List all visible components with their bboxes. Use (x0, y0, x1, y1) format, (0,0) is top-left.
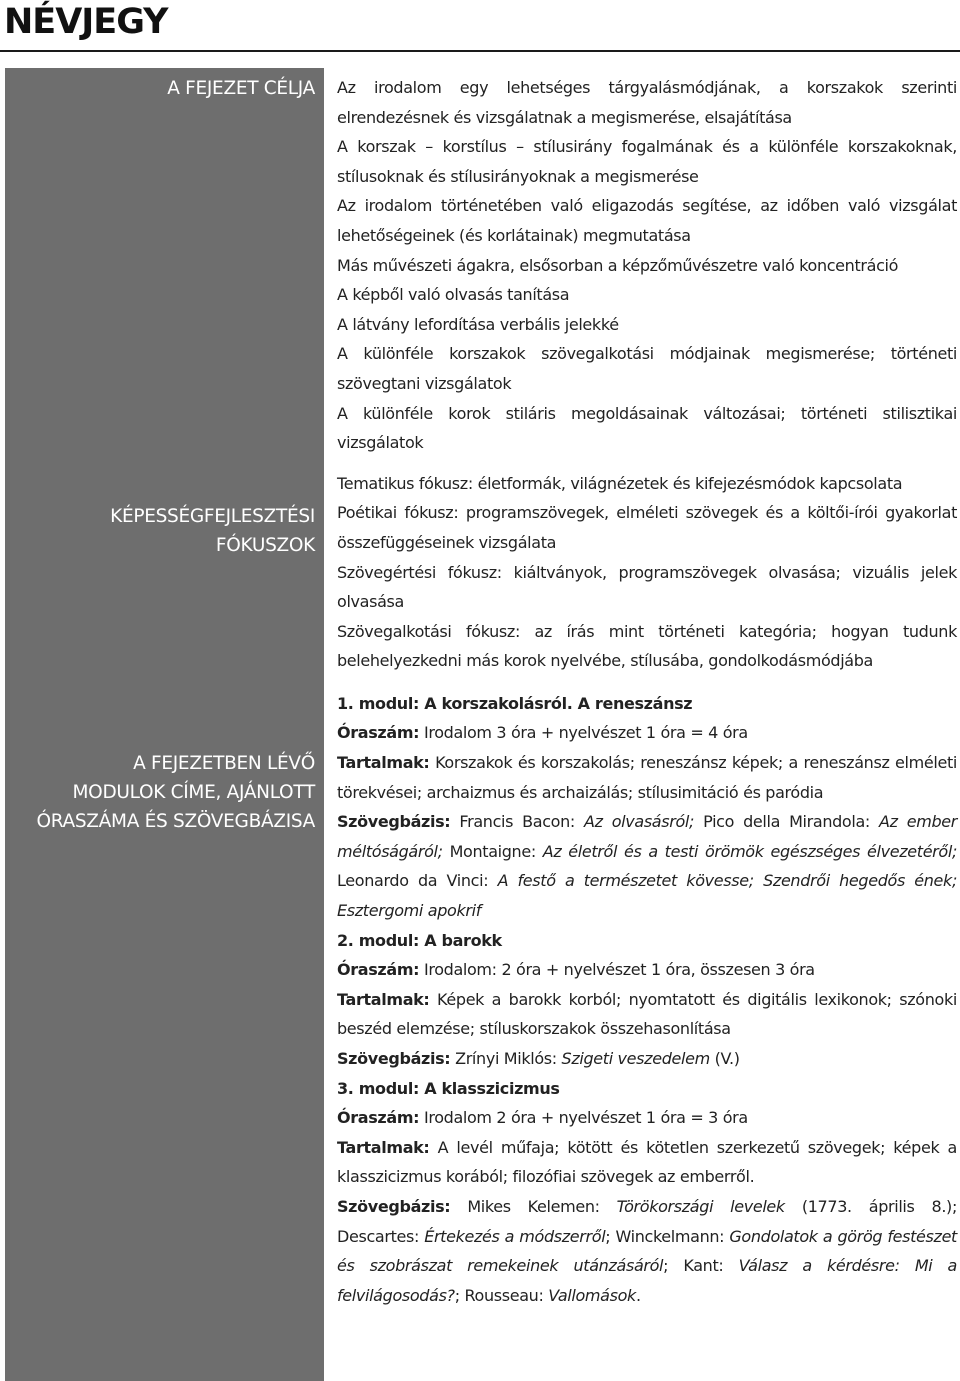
module-title: 1. modul: A korszakolásról. A reneszánsz (337, 693, 693, 713)
sidebar-panel (5, 68, 324, 1381)
goal-item: A különféle korok stiláris megoldásainak változásai; történeti stilisztikai vizsgálatok (337, 403, 957, 453)
sidebar-label-line: MODULOK CÍME, AJÁNLOTT (72, 782, 315, 803)
sidebar-label-goal (15, 74, 315, 103)
text-work-title: Értekezés a módszerről (424, 1226, 606, 1246)
text-author: . (635, 1285, 641, 1305)
goal-item: Más művészeti ágakra, elsősorban a képzőművészetre való koncentráció (337, 255, 899, 275)
skill-focus-item: Szövegalkotási fókusz: az írás mint történeti kategória; hogyan tudunk belehelyezkedni más korok nyelvébe, stílusába, gondolkodásmódjába (337, 621, 957, 671)
hours-value: Irodalom: 2 óra + nyelvészet 1 óra, összesen 3 óra (423, 960, 815, 980)
module-block (337, 1074, 957, 1311)
texts-label: Szövegbázis: (337, 812, 451, 832)
goal-item: A látvány lefordítása verbális jelekké (337, 314, 619, 334)
module-hours (337, 718, 957, 748)
goals-section (337, 73, 957, 458)
hours-label: Óraszám: (337, 960, 420, 980)
title-divider (0, 50, 960, 52)
sidebar-label-modules (15, 749, 315, 836)
text-author: ; Rousseau: (454, 1285, 549, 1305)
sidebar-label-line: ÓRASZÁMA ÉS SZÖVEGBÁZISA (36, 811, 315, 832)
contents-label: Tartalmak: (337, 1137, 430, 1157)
texts-label: Szövegbázis: (337, 1196, 451, 1216)
goal-item: A különféle korszakok szövegalkotási módjainak megismerése; történeti szövegtani vizsgálatok (337, 344, 957, 393)
module-block (337, 926, 957, 1074)
page-title: NÉVJEGY (4, 2, 168, 42)
module-hours (337, 955, 957, 985)
skill-focus-item: Poétikai fókusz: programszövegek, elméleti szövegek és a költői-írói gyakorlat összefüggéseinek vizsgálata (337, 503, 957, 552)
text-work-title: Az életről és a testi örömök egészséges élvezetéről; (542, 841, 957, 861)
module-contents (337, 1133, 957, 1192)
goal-item: A képből való olvasás tanítása (337, 285, 570, 305)
text-author: Montaigne: (442, 841, 543, 861)
content-column (337, 73, 957, 1310)
module-texts (337, 1192, 957, 1310)
hours-label: Óraszám: (337, 723, 420, 743)
goal-item: Az irodalom egy lehetséges tárgyalásmódjának, a korszakok szerinti elrendezésnek és vizsgálatnak a megismerése, elsajátítása (337, 78, 957, 127)
contents-value: Korszakok és korszakolás; reneszánsz képek; a reneszánsz elméleti törekvései; archaizmus és archaizálás; stílusimitáció és paródia (337, 753, 957, 802)
text-author: ; Kant: (663, 1256, 739, 1276)
text-work-title: Az olvasásról; (584, 812, 695, 832)
text-work-title: Szigeti veszedelem (561, 1049, 710, 1068)
text-author: Pico della Mirandola: (694, 812, 880, 832)
text-work-title: Törökországi levelek (616, 1196, 785, 1216)
skill-focus-item: Szövegértési fókusz: kiáltványok, programszövegek olvasása; vizuális jelek olvasása (337, 562, 957, 612)
sidebar-label-skills (15, 502, 315, 560)
skill-focus-item: Tematikus fókusz: életformák, világnézetek és kifejezésmódok kapcsolata (337, 473, 903, 493)
text-author: (V.) (709, 1049, 740, 1068)
text-author: ; Winckelmann: (605, 1226, 730, 1246)
module-contents (337, 985, 957, 1044)
text-author: Mikes Kelemen: (467, 1196, 617, 1216)
hours-value: Irodalom 3 óra + nyelvészet 1 óra = 4 óra (423, 723, 748, 743)
module-texts (337, 807, 957, 925)
sidebar-label-line: A FEJEZETBEN LÉVŐ (133, 753, 315, 774)
text-work-title: Válasz a kérdésre: Mi a felvilágosodás? (337, 1256, 957, 1305)
sidebar-label-line: A FEJEZET CÉLJA (167, 78, 315, 99)
contents-value: Képek a barokk korból; nyomtatott és digitális lexikonok; szónoki beszéd elemzése; stíluskorszakok összehasonlítása (337, 989, 957, 1039)
text-author: Leonardo da Vinci: (337, 871, 498, 891)
module-block (337, 689, 957, 926)
contents-value: A levél műfaja; kötött és kötetlen szerkezetű szövegek; képek a klasszicizmus korából; filozófiai szövegek az emberről. (337, 1137, 957, 1187)
hours-value: Irodalom 2 óra + nyelvészet 1 óra = 3 óra (423, 1108, 748, 1128)
module-texts (337, 1044, 957, 1074)
skills-section (337, 469, 957, 676)
goal-item: A korszak – korstílus – stílusirány fogalmának és a különféle korszakoknak, stílusoknak és stílusirányoknak a megismerése (337, 137, 957, 186)
goal-item: Az irodalom történetében való eligazodás segítése, az időben való vizsgálat lehetőségeinek (és korlátainak) megmutatása (337, 196, 957, 245)
module-title: 2. modul: A barokk (337, 930, 502, 950)
module-title: 3. modul: A klasszicizmus (337, 1078, 560, 1098)
contents-label: Tartalmak: (337, 753, 430, 773)
sidebar-label-line: FÓKUSZOK (215, 535, 315, 556)
text-author: Francis Bacon: (459, 812, 585, 832)
contents-label: Tartalmak: (337, 989, 430, 1009)
text-work-title: Vallomások (548, 1285, 636, 1305)
hours-label: Óraszám: (337, 1108, 420, 1128)
text-work-title: Az ember méltóságáról; (337, 812, 957, 861)
modules-section (337, 689, 957, 1310)
sidebar-label-line: KÉPESSÉGFEJLESZTÉSI (110, 506, 315, 527)
text-author: (1773. április 8.); Descartes: (337, 1196, 957, 1246)
text-work-title: Gondolatok a görög festészet és szobrászat remekeinek utánzásáról (337, 1226, 957, 1276)
module-contents (337, 748, 957, 807)
texts-label: Szövegbázis: (337, 1049, 451, 1068)
module-hours (337, 1103, 957, 1133)
text-work-title: A festő a természetet kövesse; Szendrői hegedős ének; Esztergomi apokrif (337, 871, 957, 921)
text-author: Zrínyi Miklós: (455, 1049, 562, 1068)
